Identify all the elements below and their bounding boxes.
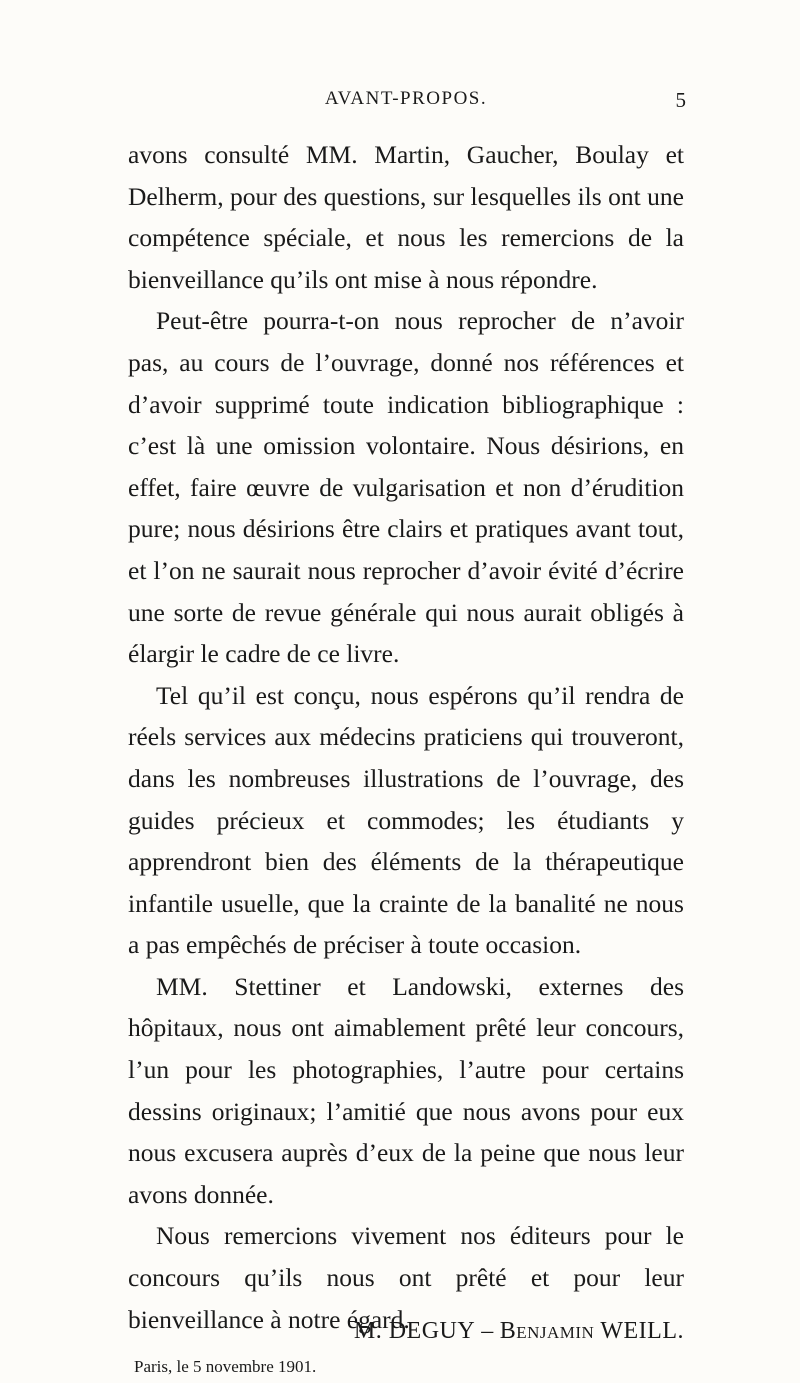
author-2: Benjamin WEILL.: [499, 1318, 684, 1344]
paragraph: Nous remercions vivement nos éditeurs pour le concours qu’ils nous ont prêté et pour leur bienveillance à notre égard.: [128, 1221, 684, 1334]
running-title: AVANT-PROPOS.: [324, 88, 488, 109]
author-1: M. DEGUY: [353, 1318, 476, 1344]
page-header: [128, 88, 684, 118]
paragraph-continued: avons consulté MM. Martin, Gaucher, Boulay et Delherm, pour des questions, sur lesquelles ils ont une compétence spéciale, et nous les remercions de la bienveillance qu’ils ont mise à nous répondre.: [128, 140, 684, 294]
body-text: [128, 134, 684, 1340]
signature-separator: –: [481, 1318, 494, 1344]
signature: [0, 1318, 684, 1345]
paragraph: Tel qu’il est conçu, nous espérons qu’il rendra de réels services aux médecins praticiens qui trouveront, dans les nombreuses illustrations de l’ouvrage, des guides précieux et commodes; les étudiants y apprendront bien des éléments de la thérapeutique infantile usuelle, que la crainte de la banalité ne nous a pas empêchés de préciser à toute occasion.: [128, 680, 684, 960]
page-number: 5: [675, 88, 686, 112]
paragraph: MM. Stettiner et Landowski, externes des hôpitaux, nous ont aimablement prêté leur concours, l’un pour les photographies, l’autre pour certains dessins originaux; l’amitié que nous avons pour eux nous excusera auprès d’eux de la peine que nous leur avons donnée.: [128, 971, 684, 1209]
paragraph: Peut-être pourra-t-on nous reprocher de n’avoir pas, au cours de l’ouvrage, donné nos références et d’avoir supprimé toute indication bibliographique : c’est là une omission volontaire. Nous désirions, en effet, faire œuvre de vulgarisation et non d’érudition pure; nous désirions être clairs et pratiques avant tout, et l’on ne saurait nous reprocher d’avoir évité d’écrire une sorte de revue générale qui nous aurait obligés à élargir le cadre de ce livre.: [128, 306, 684, 669]
place-date: Paris, le 5 novembre 1901.: [134, 1357, 317, 1376]
